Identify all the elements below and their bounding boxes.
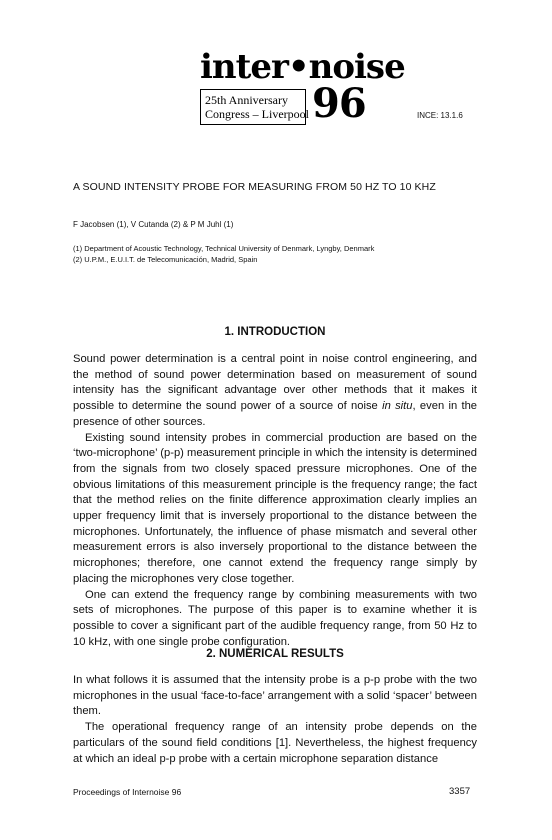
logo-anniversary-text: 25th Anniversary — [205, 93, 288, 107]
author-list: F Jacobsen (1), V Cutanda (2) & P M Juhl (1) — [73, 220, 234, 229]
conference-logo-title: inter•noise — [200, 47, 405, 87]
results-paragraph-2: The operational frequency range of an intensity probe depends on the particulars of the sound field conditions [1]. Nevertheless, the highest frequency at which an ideal p-p probe with a certain microphone separation distance — [73, 721, 477, 765]
introduction-body — [73, 352, 477, 650]
intro-paragraph-1 — [73, 352, 477, 431]
affiliation-2: (2) U.P.M., E.U.I.T. de Telecomunicación, Madrid, Spain — [73, 255, 258, 264]
conference-logo-box — [200, 89, 309, 125]
intro-p1-text-a: Sound power determination is a central point in noise control engineering, and the method of sound power determination based on measurement of sound intensity has the significant advantage over other methods that it makes it possible to determine the sound power of a source of noise — [73, 353, 477, 413]
intro-p1-italic: in situ — [382, 400, 413, 413]
page-number: 3357 — [449, 786, 471, 797]
section-heading-introduction: 1. INTRODUCTION — [224, 326, 326, 338]
intro-p1-text-b: , even in the presence of other sources. — [73, 400, 478, 428]
results-paragraph-1: In what follows it is assumed that the intensity probe is a p-p probe with the two microphones in the usual ‘face-to-face’ arrangement with a solid ‘spacer’ between them. — [73, 674, 477, 718]
conference-logo-year: 96 — [312, 80, 366, 127]
section-heading-numerical-results: 2. NUMERICAL RESULTS — [206, 648, 344, 660]
footer-proceedings: Proceedings of Internoise 96 — [73, 787, 182, 797]
numerical-results-body — [73, 673, 477, 767]
ince-code: INCE: 13.1.6 — [417, 111, 463, 120]
intro-paragraph-2: Existing sound intensity probes in commercial production are based on the ‘two-microphone’ (p-p) measurement principle in which the intensity is determined from the signals from two closely spaced pressure microphones. One of the obvious limitations of this measurement principle is the frequency range; the fact that the method relies on the finite difference approximation clearly implies an upper frequency limit that is inversely proportional to the distance between the microphones. Unfortunately, the influence of phase mismatch and several other measurement errors is also inversely proportional to the distance between the microphones; therefore, one cannot extend the frequency range simply by placing the microphones very close together. — [73, 431, 477, 585]
affiliation-1: (1) Department of Acoustic Technology, Technical University of Denmark, Lyngby, Denmark — [73, 244, 375, 253]
intro-paragraph-3: One can extend the frequency range by combining measurements with two sets of microphones. The purpose of this paper is to examine whether it is possible to cover a significant part of the audible frequency range, from 50 Hz to 10 kHz, with one single probe configuration. — [73, 588, 477, 648]
paper-title: A SOUND INTENSITY PROBE FOR MEASURING FROM 50 HZ TO 10 KHZ — [73, 181, 436, 193]
logo-congress-text: Congress – Liverpool — [205, 107, 309, 121]
